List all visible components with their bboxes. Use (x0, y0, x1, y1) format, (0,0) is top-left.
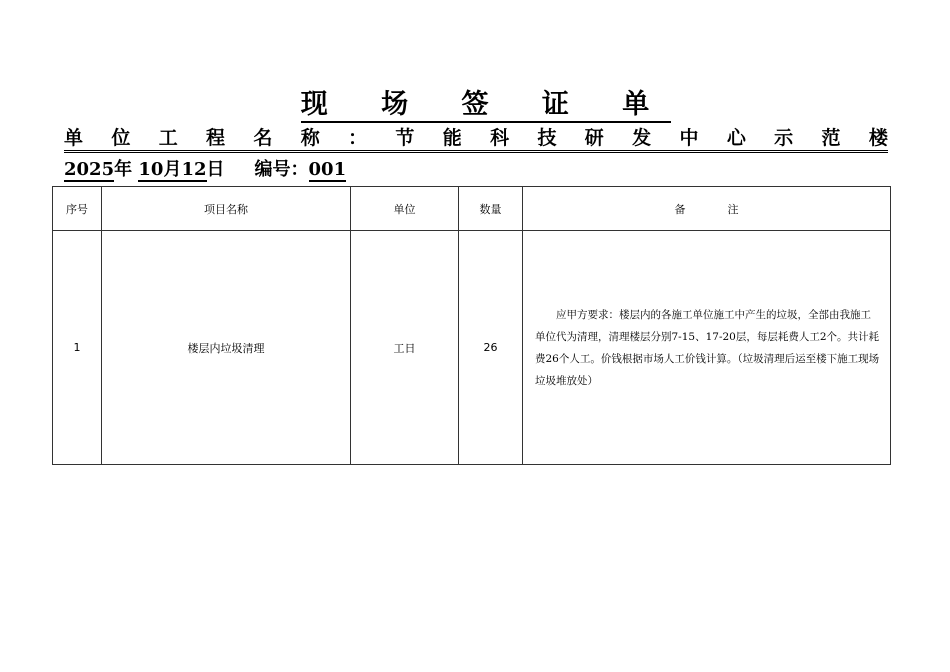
project-name-char: 名 (253, 127, 273, 149)
document-title-text: 现 场 签 证 单 (301, 89, 672, 123)
project-name-char: 程 (206, 127, 226, 149)
project-name-char: 中 (679, 127, 699, 149)
number-label: 编号： (254, 159, 309, 180)
project-name-char: 称 (300, 127, 320, 149)
date-number-line (64, 155, 346, 183)
number-value: 001 (308, 159, 347, 180)
date-year-suffix: 年 (114, 159, 133, 180)
header-unit: 单位 (351, 187, 459, 231)
table-row (53, 231, 891, 465)
project-name-char: 示 (774, 127, 794, 149)
header-quantity: 数量 (459, 187, 523, 231)
project-name-char: 楼 (868, 127, 888, 149)
cell-unit: 工日 (351, 231, 459, 465)
project-name-char: 科 (490, 127, 510, 149)
project-name-char: 能 (442, 127, 462, 149)
date-month: 10 (138, 159, 164, 180)
project-name-char: 范 (821, 127, 841, 149)
date-day: 12 (181, 159, 207, 180)
cell-quantity: 26 (459, 231, 523, 465)
visa-table (52, 186, 891, 465)
project-name-line (64, 120, 888, 153)
document-title (0, 82, 950, 121)
table-header-row (53, 187, 891, 231)
project-name-char: 位 (111, 127, 131, 149)
header-seq: 序号 (53, 187, 102, 231)
date-year: 2025 (64, 159, 115, 180)
project-name-char: 单 (64, 127, 84, 149)
project-name-char: 节 (395, 127, 415, 149)
project-name-char: 发 (632, 127, 652, 149)
cell-seq: 1 (53, 231, 102, 465)
header-item-name: 项目名称 (102, 187, 351, 231)
project-name-char: 心 (726, 127, 746, 149)
header-remark: 备注 (523, 187, 891, 231)
project-name-char: ： (348, 127, 368, 149)
date-day-suffix: 日 (206, 159, 225, 180)
project-name-char: 研 (584, 127, 604, 149)
cell-remark: 应甲方要求：楼层内的各施工单位施工中产生的垃圾，全部由我施工单位代为清理，清理楼层分别7-15、17-20层，每层耗费人工2个。共计耗费26个人工。价钱根据市场人工价钱计算。（垃圾清理后运至楼下施工现场垃圾堆放处） (523, 231, 891, 465)
project-name-char: 技 (537, 127, 557, 149)
date-month-suffix: 月 (163, 159, 182, 180)
cell-item-name: 楼层内垃圾清理 (102, 231, 351, 465)
project-name-char: 工 (158, 127, 178, 149)
